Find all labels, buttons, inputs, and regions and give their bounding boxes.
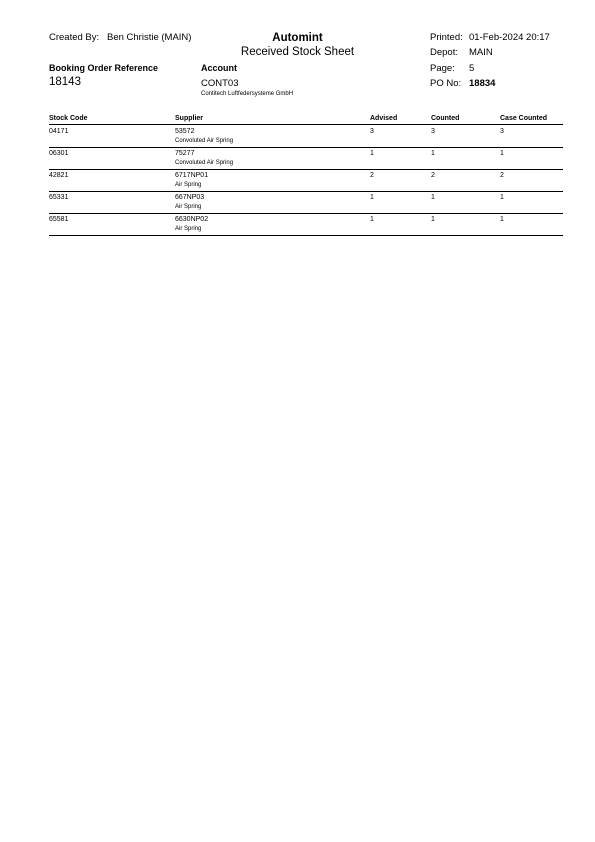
case-counted-cell: 2 — [500, 172, 504, 179]
counted-cell: 1 — [431, 194, 435, 201]
created-by-label: Created By: — [49, 32, 100, 43]
printed-label: Printed: — [430, 32, 463, 43]
description-cell: Air Spring — [175, 182, 202, 188]
report-company-title: Automint — [272, 32, 323, 44]
booking-order-value: 18143 — [49, 76, 81, 88]
case-counted-cell: 1 — [500, 150, 504, 157]
col-header-supplier: Supplier — [175, 115, 204, 122]
advised-cell: 2 — [370, 172, 374, 179]
po-value: 18834 — [469, 78, 496, 89]
po-label: PO No: — [430, 78, 462, 89]
description-cell: Air Spring — [175, 204, 202, 210]
stock-code-cell: 65331 — [49, 194, 69, 201]
report-subtitle: Received Stock Sheet — [240, 46, 355, 58]
description-cell: Convoluted Air Spring — [175, 160, 234, 166]
page-value: 5 — [469, 63, 475, 74]
case-counted-cell: 3 — [500, 128, 504, 135]
stock-code-cell: 06301 — [49, 150, 69, 157]
stock-code-cell: 65581 — [49, 216, 69, 223]
col-header-counted: Counted — [431, 115, 460, 122]
description-cell: Air Spring — [175, 226, 202, 232]
supplier-code-cell: 6630NP02 — [175, 216, 209, 223]
counted-cell: 3 — [431, 128, 435, 135]
case-counted-cell: 1 — [500, 216, 504, 223]
account-code: CONT03 — [201, 78, 239, 89]
account-label: Account — [201, 63, 237, 73]
stock-code-cell: 42821 — [49, 172, 69, 179]
depot-value: MAIN — [469, 47, 493, 58]
counted-cell: 1 — [431, 150, 435, 157]
booking-order-label: Booking Order Reference — [49, 63, 159, 73]
account-name: Contitech Luftfedersysteme GmbH — [201, 91, 294, 97]
supplier-code-cell: 667NP03 — [175, 194, 205, 201]
col-header-stock-code: Stock Code — [49, 115, 88, 122]
stock-code-cell: 04171 — [49, 128, 69, 135]
advised-cell: 1 — [370, 216, 374, 223]
row-divider — [49, 235, 563, 236]
row-divider — [49, 191, 563, 192]
printed-value: 01-Feb-2024 20:17 — [469, 32, 550, 43]
case-counted-cell: 1 — [500, 194, 504, 201]
counted-cell: 2 — [431, 172, 435, 179]
col-header-case-counted: Case Counted — [500, 115, 548, 122]
created-by-value: Ben Christie (MAIN) — [107, 32, 192, 43]
advised-cell: 1 — [370, 194, 374, 201]
row-divider — [49, 147, 563, 148]
advised-cell: 1 — [370, 150, 374, 157]
col-header-advised: Advised — [370, 115, 398, 122]
description-cell: Convoluted Air Spring — [175, 138, 234, 144]
page-label: Page: — [430, 63, 455, 74]
supplier-code-cell: 75277 — [175, 150, 195, 157]
depot-label: Depot: — [430, 47, 458, 58]
supplier-code-cell: 6717NP01 — [175, 172, 209, 179]
advised-cell: 3 — [370, 128, 374, 135]
table-header-rule — [49, 124, 563, 125]
supplier-code-cell: 53572 — [175, 128, 195, 135]
counted-cell: 1 — [431, 216, 435, 223]
row-divider — [49, 213, 563, 214]
row-divider — [49, 169, 563, 170]
